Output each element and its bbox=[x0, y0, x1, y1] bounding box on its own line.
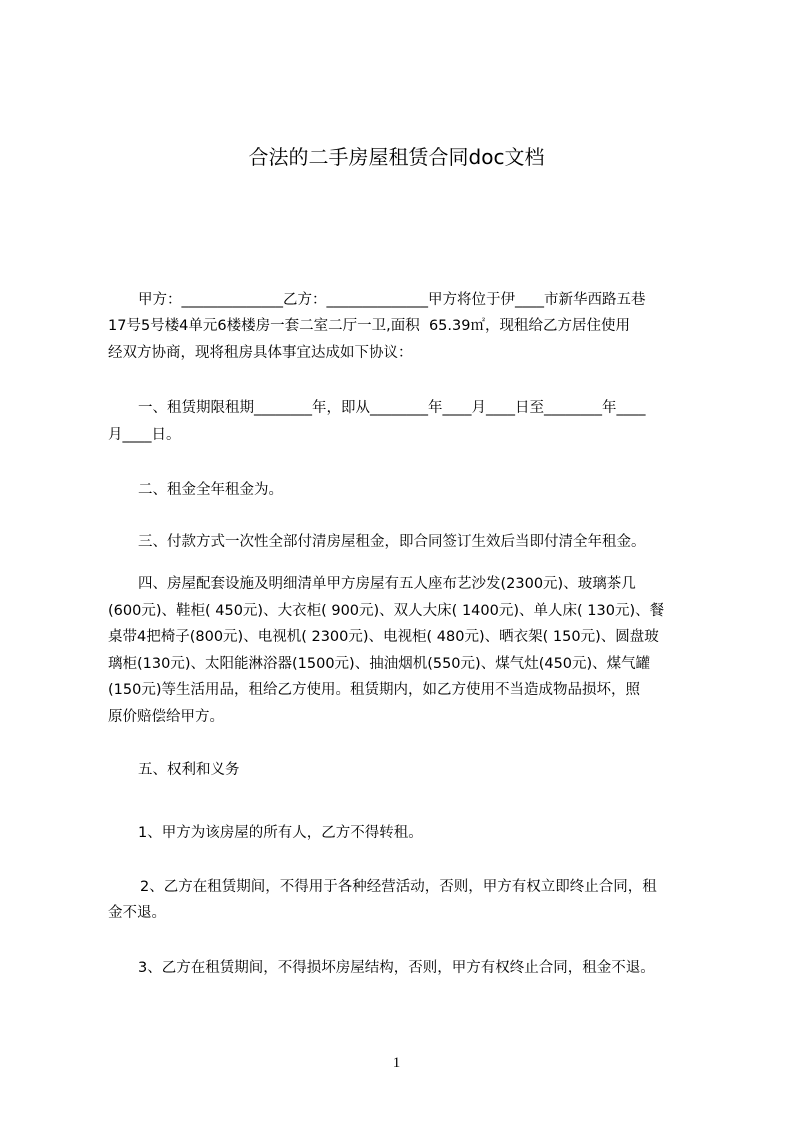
facilities-line: 原价赔偿给甲方。 bbox=[108, 709, 224, 725]
rights-heading: 五、权利和义务 bbox=[138, 762, 240, 778]
payment-clause: 三、付款方式一次性全部付清房屋租金，即合同签订生效后当即付清全年租金。 bbox=[138, 534, 646, 550]
facilities-line: 四、房屋配套设施及明细清单甲方房屋有五人座布艺沙发(2300元)、玻璃茶几 bbox=[138, 576, 636, 592]
facilities-line: (600元)、鞋柜( 450元)、大衣柜( 900元)、双人大床( 1400元)、单人床( 130元)、餐 bbox=[108, 603, 665, 619]
facilities-line: (150元)等生活用品，租给乙方使用。租赁期内，如乙方使用不当造成物品损坏，照 bbox=[108, 682, 640, 698]
rights-item: 金不退。 bbox=[108, 905, 166, 921]
rights-item: 2、乙方在租赁期间，不得用于各种经营活动，否则，甲方有权立即终止合同，租 bbox=[140, 879, 657, 895]
page-number: 1 bbox=[392, 1055, 401, 1071]
rights-item: 1、甲方为该房屋的所有人，乙方不得转租。 bbox=[138, 825, 423, 841]
facilities-line: 桌带4把椅子(800元)、电视机( 2300元)、电视柜( 480元)、晒衣架( 150元)、圆盘玻 bbox=[108, 629, 659, 645]
facilities-line: 璃柜(130元)、太阳能淋浴器(1500元)、抽油烟机(550元)、煤气灶(450元)、煤气罐 bbox=[108, 656, 651, 672]
intro-line: 经双方协商，现将租房具体事宜达成如下协议： bbox=[108, 345, 413, 361]
rights-item: 3、乙方在租赁期间，不得损坏房屋结构，否则，甲方有权终止合同，租金不退。 bbox=[138, 960, 655, 976]
term-line: 一、租赁期限租期________年，即从________年____月____日至________年____ bbox=[138, 400, 646, 416]
intro-line: 甲方：______________乙方：______________甲方将位于伊____市新华西路五巷 bbox=[138, 292, 646, 308]
rent-clause: 二、租金全年租金为。 bbox=[138, 482, 283, 498]
intro-line: 17号5号楼4单元6楼楼房一套二室二厅一卫,面积 65.39㎡，现租给乙方居住使用 bbox=[108, 318, 630, 334]
document-title: 合法的二手房屋租赁合同doc文档 bbox=[248, 145, 545, 169]
term-line: 月____日。 bbox=[108, 427, 181, 443]
